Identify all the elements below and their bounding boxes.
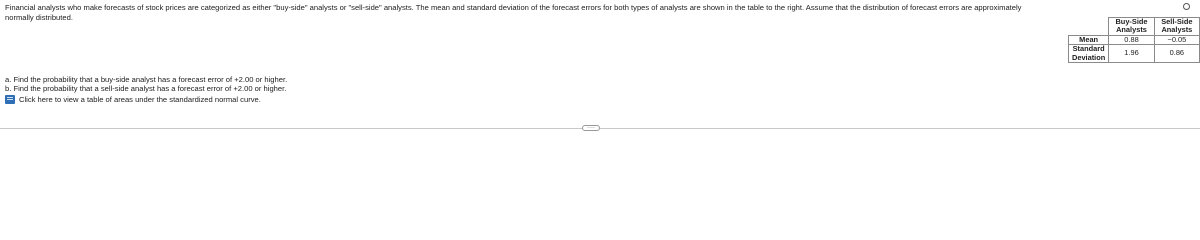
section-divider <box>0 128 1200 129</box>
table-corner-cell <box>1069 18 1109 36</box>
questions <box>5 75 287 104</box>
book-icon <box>5 95 15 104</box>
column-header-buy-side: Buy-Side Analysts <box>1109 18 1154 36</box>
problem-statement: Financial analysts who make forecasts of stock prices are categorized as either "buy-side" analysts or "sell-side" analysts. The mean and standard deviation of the forecast errors for both types of analysts are shown in the table to the right. Assume that the distribution of forecast errors are approximately normally distributed. <box>5 3 1022 22</box>
circle-icon[interactable] <box>1183 3 1190 10</box>
question-b: b. Find the probability that a sell-side analyst has a forecast error of +2.00 or higher. <box>5 84 287 94</box>
row-label-mean: Mean <box>1069 35 1109 44</box>
buy-side-std-dev: 1.96 <box>1109 45 1154 63</box>
sell-side-std-dev: 0.86 <box>1154 45 1199 63</box>
sell-side-mean: −0.05 <box>1154 35 1199 44</box>
row-label-std-dev: Standard Deviation <box>1069 45 1109 63</box>
normal-table-link[interactable] <box>5 95 287 104</box>
table-header-row <box>1069 18 1200 36</box>
forecast-error-table <box>1068 17 1200 63</box>
column-header-sell-side: Sell-Side Analysts <box>1154 18 1199 36</box>
expand-more-button[interactable]: ···· <box>582 125 600 131</box>
buy-side-mean: 0.88 <box>1109 35 1154 44</box>
normal-table-link-label[interactable]: Click here to view a table of areas under the standardized normal curve. <box>19 94 261 104</box>
question-a: a. Find the probability that a buy-side analyst has a forecast error of +2.00 or higher. <box>5 75 288 84</box>
table-row <box>1069 45 1200 63</box>
